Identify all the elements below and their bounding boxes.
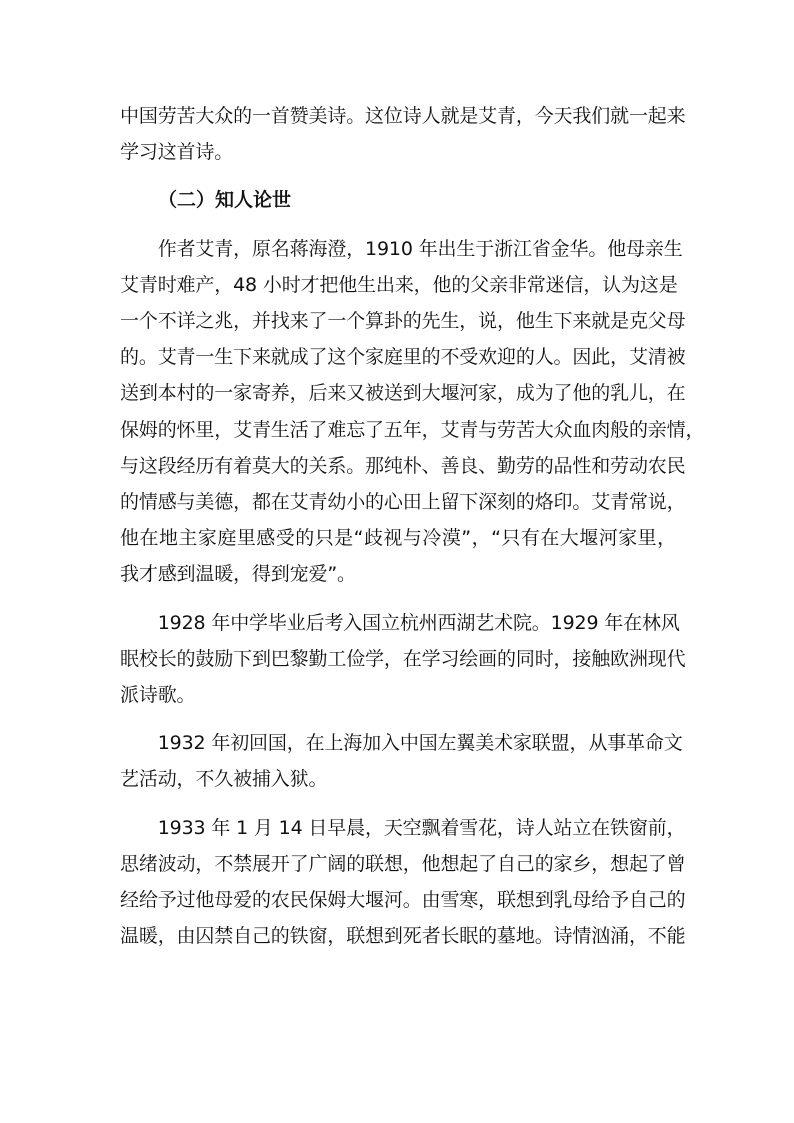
text-line: 1932 年初回国，在上海加入中国左翼美术家联盟，从事革命文 xyxy=(120,732,683,755)
text-line: 艺活动，不久被捕入狱。 xyxy=(120,768,328,791)
text-line: 经给予过他母爱的农民保姆大堰河。由雪寒，联想到乳母给予自己的 xyxy=(120,889,686,912)
paragraph xyxy=(120,810,686,955)
text-line: 他在地主家庭里感受的只是“歧视与冷漠”，“只有在大堰河家里， xyxy=(120,527,676,550)
paragraph-gap xyxy=(120,798,676,810)
text-line: 中国劳苦大众的一首赞美诗。这位诗人就是艾青，今天我们就一起来 xyxy=(120,105,686,127)
text-line: 保姆的怀里，艾青生活了难忘了五年，艾青与劳苦大众血肉般的亲情， xyxy=(120,418,705,441)
text-line: 温暖，由囚禁自己的铁窗，联想到死者长眠的墓地。诗情汹涌，不能 xyxy=(120,925,686,948)
text-line: 一个不详之兆，并找来了一个算卦的先生，说，他生下来就是克父母 xyxy=(120,310,686,333)
paragraph-gap xyxy=(120,170,676,182)
paragraph xyxy=(120,605,686,714)
text-line: 与这段经历有着莫大的关系。那纯朴、善良、勤劳的品性和劳动农民 xyxy=(120,454,686,477)
paragraph-gap xyxy=(120,713,676,725)
text-line: 学习这首诗。 xyxy=(120,141,234,164)
paragraph xyxy=(120,725,683,797)
text-line: 1928 年中学毕业后考入国立杭州西湖艺术院。1929 年在林风 xyxy=(120,611,680,634)
text-line: 的。艾青一生下来就成了这个家庭里的不受欢迎的人。因此，艾清被 xyxy=(120,346,686,369)
text-line: 派诗歌。 xyxy=(120,684,196,707)
text-line: 的情感与美德，都在艾青幼小的心田上留下深刻的烙印。艾青常说， xyxy=(120,491,686,514)
text-line: 眠校长的鼓励下到巴黎勤工俭学，在学习绘画的同时，接触欧洲现代 xyxy=(120,647,686,670)
text-line: 1933 年 1 月 14 日早晨，天空飘着雪花，诗人站立在铁窗前， xyxy=(120,816,686,839)
paragraph-gap xyxy=(120,593,676,605)
text-line: 艾青时难产，48 小时才把他生出来，他的父亲非常迷信，认为这是 xyxy=(120,273,678,296)
text-line: 送到本村的一家寄养，后来又被送到大堰河家，成为了他的乳儿，在 xyxy=(120,382,686,405)
text-line: 作者艾青，原名蒋海澄，1910 年出生于浙江省金华。他母亲生 xyxy=(120,237,683,260)
paragraph-gap xyxy=(120,219,676,231)
section-heading: （二）知人论世 xyxy=(158,189,292,212)
text-line: 我才感到温暖，得到宠爱”。 xyxy=(120,563,356,586)
document-page xyxy=(120,98,705,954)
paragraph xyxy=(120,231,705,593)
text-line: 思绪波动，不禁展开了广阔的联想，他想起了自己的家乡，想起了曾 xyxy=(120,852,686,875)
